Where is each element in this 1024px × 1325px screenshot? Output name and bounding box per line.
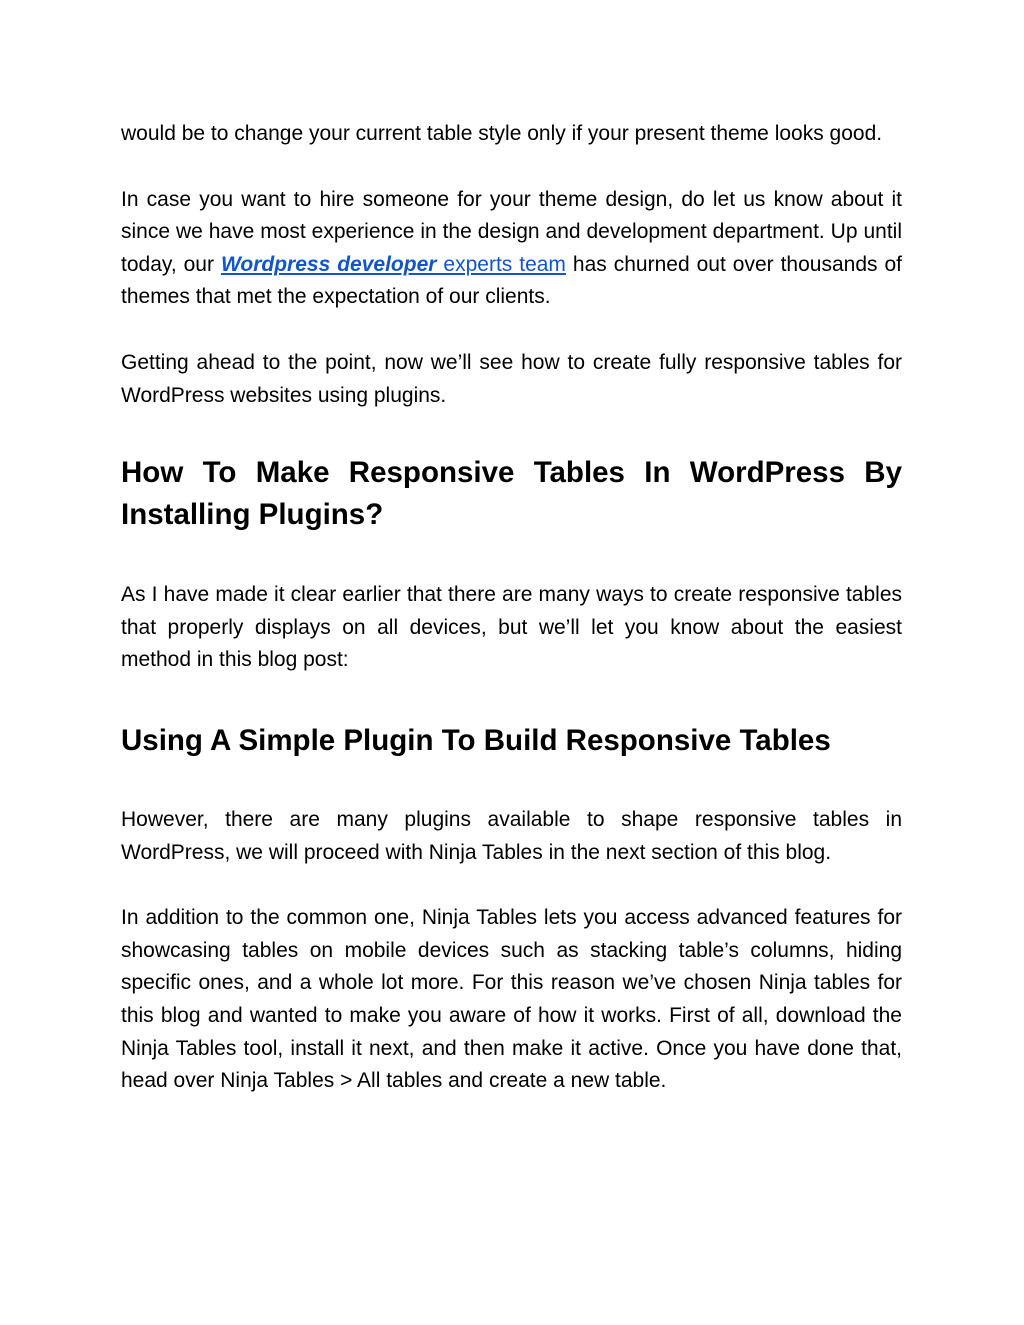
paragraph-hire-text-end: has churned out over thousands of themes that met the expectation of our clients. [121,252,902,309]
wordpress-developer-link[interactable]: Wordpress developer [220,252,437,276]
document-page [121,118,902,1098]
paragraph-hire-designer [121,184,902,314]
paragraph-plugins-available: However, there are many plugins available to shape responsive tables in WordPress, we will proceed with Ninja Tables in the next section of this blog. [121,807,902,864]
paragraph-many-ways: As I have made it clear earlier that there are many ways to create responsive tables that properly displays on all devices, but we’ll let you know about the easiest method in this blog post: [121,583,902,672]
paragraph-hire-text-start: In case you want to hire someone for your theme design, do let us know about it since we have most experience in the design and development department. Up until today, our [121,187,902,276]
heading-responsive-tables-plugins: How To Make Responsive Tables In WordPress By Installing Plugins? [121,456,902,532]
paragraph-getting-ahead: Getting ahead to the point, now we’ll see how to create fully responsive tables for WordPress websites using plugins. [121,350,902,407]
paragraph-ninja-tables: In addition to the common one, Ninja Tables lets you access advanced features for showcasing tables on mobile devices such as stacking table’s columns, hiding specific ones, and a whole lot more. For this reason we’ve chosen Ninja tables for this blog and wanted to make you aware of how it works. First of all, download the Ninja Tables tool, install it next, and then make it active. Once you have done that, head over Ninja Tables > All tables and create a new table. [121,906,902,1093]
paragraph-theme-style: would be to change your current table style only if your present theme looks good. [121,122,883,145]
experts-team-link[interactable]: experts team [436,252,566,276]
heading-simple-plugin: Using A Simple Plugin To Build Responsive Tables [121,723,831,757]
